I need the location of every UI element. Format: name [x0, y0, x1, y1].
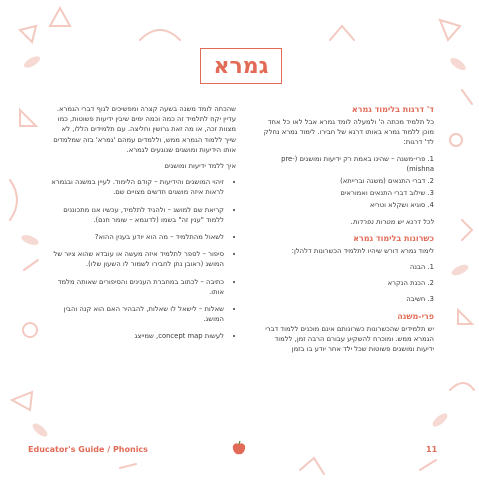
how-list: [50, 177, 236, 341]
how-heading: איך ללמד ידיעות ומושגים: [164, 162, 236, 171]
skills-heading: כשרונות בלימוד גמרא: [353, 233, 434, 243]
skills-intro: לימוד גמרא דורש שיהיו לתלמיד הכשרונות דלהלן:: [291, 246, 434, 255]
levels-heading: ד' דרגות בלימוד גמרא: [351, 105, 434, 114]
list-item: 3. שילוב דברי התנאים ואמוראים: [340, 189, 434, 198]
list-item: • כתיבה – לכתוב במחברת הענינים והסיפורים שאותה מלמד אותו.: [50, 277, 224, 297]
pre-mishna-heading: פרי-משנה: [397, 311, 434, 321]
left-intro: שהכתה לומד משנה בשעה קצרה ומפשיכים לגוף דברי הגמרא. עדיין יקח לתלמיד זה כמה וכמה ימים שיבין ידיעות פשוטות, כמו מצוות זכה, או מה זאת גרושין וחליצה. עם תלמידים הללו, לא שייך ללמוד הגמרא ממש, וללמדים עמהם 'גמרא' בזה שמלמדים אותו הידיעות ומושגים שנוגעים לגמרא.: [53, 105, 236, 154]
left-column: [50, 104, 236, 349]
page-title: גמרא: [213, 53, 269, 79]
list-item: 4. סוגיא ושקלא וטריא: [369, 201, 434, 210]
apple-icon: [232, 440, 246, 456]
list-item: • לשאול מהתלמיד – מה הוא יודע בענין ההוא?: [50, 232, 224, 242]
list-item: • שאלות – לישאל לו שאלות, להבהיר האם הוא קנה והבין המושג.: [50, 304, 224, 324]
list-item: 2. הכנת הנקרא: [387, 279, 434, 288]
levels-note: לכל דרגא יש מטרות נפרדות.: [350, 217, 434, 226]
page-title-box: [200, 48, 282, 84]
list-item: • זיהוי המושגים והידיעות – קודם הלימוד. לעיין במשנה ובגמרא לראות איזה מושגים חדשים מצויים שם.: [50, 177, 224, 197]
list-item: • סיפור – לספר לתלמיד איזה מעשה או עובדא שהוא ציור של המושג (ראובן נתן לחבירו לשמור לו השעון שלו).: [50, 249, 224, 269]
list-item: 2. דברי התנאים (משנה וברייתא): [340, 177, 434, 186]
list-item: 3. חשיבה: [406, 295, 434, 304]
levels-intro: כל תלמיד מכתה ה' ולמעלה לומד גמרא אבל לאו כל אחד מוכן ללמוד גמרא באותו דרגא של חבירו. לימוד גמרא נחלק לד' דרגות:: [263, 118, 434, 147]
skills-list: [260, 262, 434, 305]
pre-mishna-text: יש תלמידים שהכשרונות כשרונותם אינם מוכנים ללמוד דברי הגמרא ממש. ומוכרח להשקיע עבורם הרבה זמן, ללמוד ידיעות ומושגים פשוטות שכל ילד אחר יודע בו בזמן: [265, 324, 434, 354]
list-item: • לעשות concept map, שמייצג: [50, 331, 224, 341]
list-item: 1. פרי-משנה – שהינו באמת רק ידיעות ומושגים (pre-mishna): [281, 154, 434, 173]
levels-list: [260, 154, 434, 211]
right-column: [260, 104, 434, 360]
footer-guide-label: Educator's Guide / Phonics: [28, 445, 148, 454]
list-item: • קריאת שם למושג – ולהגיד לתלמיד, עכשיו אנו מתכוננים ללמוד "ענין זה" בשמו (לדוגמא – שומר חנם).: [50, 205, 224, 225]
list-item: 1. הבנה: [409, 263, 434, 272]
page-number: 11: [426, 445, 438, 454]
